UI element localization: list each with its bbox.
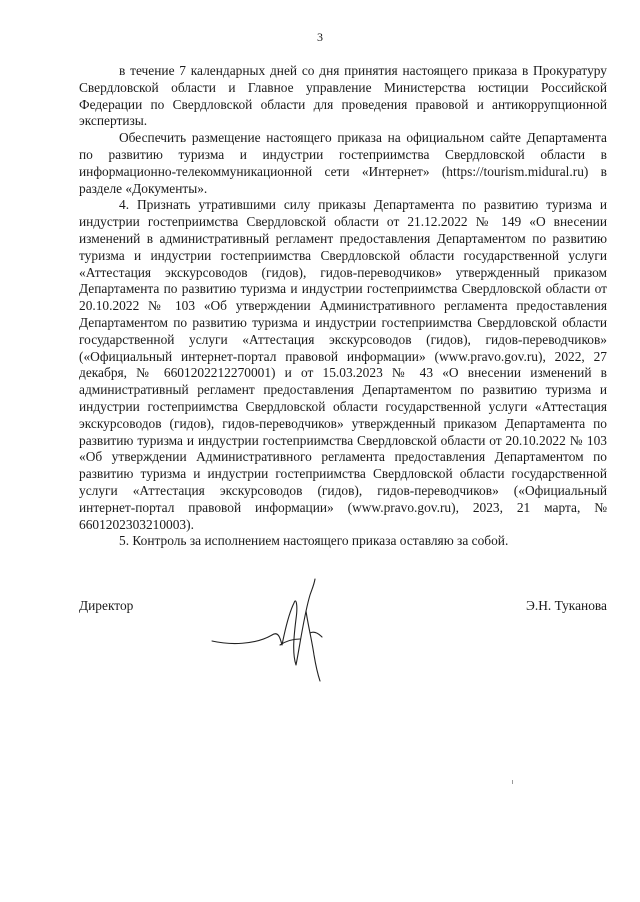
signer-position: Директор [79, 598, 134, 613]
paragraph-publication: Обеспечить размещение настоящего приказа на официальном сайте Департамента по развитию туризма и индустрии гостеприимства Свердловской области в информационно-телекоммуникационной сети «Интернет» (https://tourism.midural.ru) в разделе «Документы». [79, 130, 607, 196]
paragraph-control: 5. Контроль за исполнением настоящего приказа оставляю за собой. [119, 533, 509, 549]
paragraph-repeal: 4. Признать утратившими силу приказы Департамента по развитию туризма и индустрии гостеприимства Свердловской области от 21.12.2022 № 149 «О внесении изменений в административный регламент предоставления Департаментом по развитию туризма и индустрии гостеприимства Свердловской области государственной услуги «Аттестация экскурсоводов (гидов), гидов-переводчиков» утвержденный приказом Департамента по развитию туризма и индустрии гостеприимства Свердловской области от 20.10.2022 № 103 «Об утверждении Административного регламента предоставления Департаментом по развитию туризма и индустрии гостеприимства Свердловской области государственной услуги «Аттестация экскурсоводов (гидов), гидов-переводчиков» («Официальный интернет-портал правовой информации» (www.pravo.gov.ru), 2022, 27 декабря, № 6601202212270001) и от 15.03.2023 № 43 «О внесении изменений в административный регламент предоставления Департаментом по развитию туризма и индустрии гостеприимства Свердловской области государственной услуги «Аттестация экскурсоводов (гидов), гидов-переводчиков» утвержденный приказом Департамента по развитию туризма и индустрии гостеприимства Свердловской области от 20.10.2022 № 103 «Об утверждении Административного регламента предоставления Департаментом по развитию туризма и индустрии гостеприимства Свердловской области государственной услуги «Аттестация экскурсоводов (гидов), гидов-переводчиков» («Официальный интернет-портал правовой информации» (www.pravo.gov.ru), 2023, 21 марта, № 6601202303210003). [79, 197, 607, 532]
scan-speck [512, 780, 513, 784]
document-body [79, 63, 607, 550]
handwritten-signature [210, 575, 340, 685]
signer-name: Э.Н. Туканова [526, 598, 607, 613]
page-number: 3 [317, 30, 323, 44]
paragraph-submission: в течение 7 календарных дней со дня принятия настоящего приказа в Прокуратуру Свердловской области и Главное управление Министерства юстиции Российской Федерации по Свердловской области для проведения правовой и антикоррупционной экспертизы. [79, 63, 607, 129]
